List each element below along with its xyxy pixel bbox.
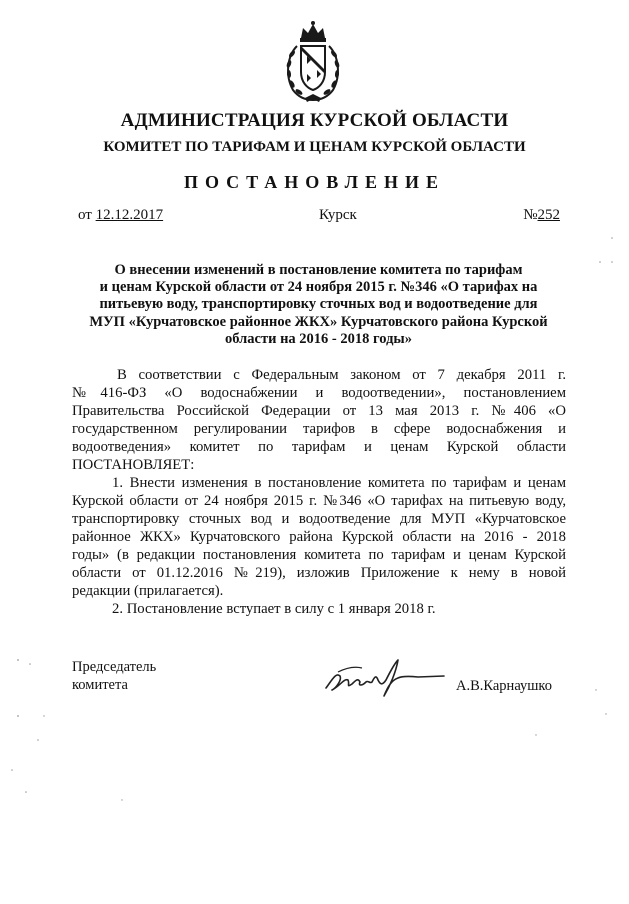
paragraph-line: В соответствии с Федеральным законом от 7 декабря 2011 г. — [117, 367, 566, 383]
item-1-paragraph — [72, 474, 566, 600]
paragraph-line: 1. Внести изменения в постановление комитета по тарифам и ценам — [112, 475, 566, 491]
paragraph-line: районное ЖКХ» Курчатовского района Курской области на 2016 - 2018 — [72, 529, 566, 545]
paragraph-line: водоотведения» комитет по тарифам и ценам Курской области — [72, 439, 566, 455]
document-title — [70, 262, 567, 348]
document-date: от 12.12.2017 — [78, 207, 164, 223]
paragraph-line: №416-ФЗ «О водоснабжении и водоотведении», постановлением — [72, 385, 566, 401]
title-line: питьевую воду, транспортировку сточных вод и водоотведение для — [99, 296, 538, 313]
committee-title: КОМИТЕТ ПО ТАРИФАМ И ЦЕНАМ КУРСКОЙ ОБЛАСТИ — [103, 139, 526, 155]
number-value: 252 — [537, 207, 560, 223]
paragraph-line: Курской области от 24 ноября 2015 г. №346 «О тарифах на питьевую воду, — [72, 493, 566, 509]
organization-title: АДМИНИСТРАЦИЯ КУРСКОЙ ОБЛАСТИ — [120, 110, 509, 131]
signatory-position — [72, 658, 156, 694]
paragraph-line: годы» (в редакции постановления комитета по тарифам и ценам Курской — [72, 547, 566, 563]
document-type: ПОСТАНОВЛЕНИЕ — [183, 172, 446, 192]
coat-of-arms-icon — [281, 20, 345, 104]
paragraph-line: редакции (прилагается). — [72, 583, 224, 599]
paragraph-line: государственном регулировании тарифов в сфере водоснабжения и — [72, 421, 566, 437]
document-body — [72, 366, 566, 618]
paragraph-line: транспортировку сточных вод и водоотведение для МУП «Курчатовское — [72, 511, 566, 527]
document-meta — [78, 207, 560, 227]
title-line: МУП «Курчатовское районное ЖКХ» Курчатовского района Курской — [89, 313, 548, 330]
paragraph-line: Правительства Российской Федерации от 13 мая 2013 г. №406 «О — [72, 403, 566, 419]
date-value: 12.12.2017 — [95, 207, 164, 223]
item-2-paragraph: 2. Постановление вступает в силу с 1 января 2018 г. — [112, 601, 436, 617]
position-line: комитета — [72, 677, 128, 693]
signer-name: А.В.Карнаушко — [456, 678, 552, 694]
paragraph-line: ПОСТАНОВЛЯЕТ: — [72, 457, 195, 473]
title-line: области на 2016 - 2018 годы» — [225, 330, 412, 347]
title-line: О внесении изменений в постановление комитета по тарифам — [114, 262, 523, 278]
title-line: и ценам Курской области от 24 ноября 2015 г. №346 «О тарифах на — [99, 279, 538, 296]
paragraph-line: области от 01.12.2016 №219), изложив Приложение к нему в новой — [72, 565, 566, 581]
document-city: Курск — [319, 207, 357, 223]
document-number: №252 — [523, 207, 560, 223]
position-line: Председатель — [72, 659, 157, 675]
preamble-paragraph — [72, 366, 566, 474]
handwritten-signature — [318, 650, 448, 705]
